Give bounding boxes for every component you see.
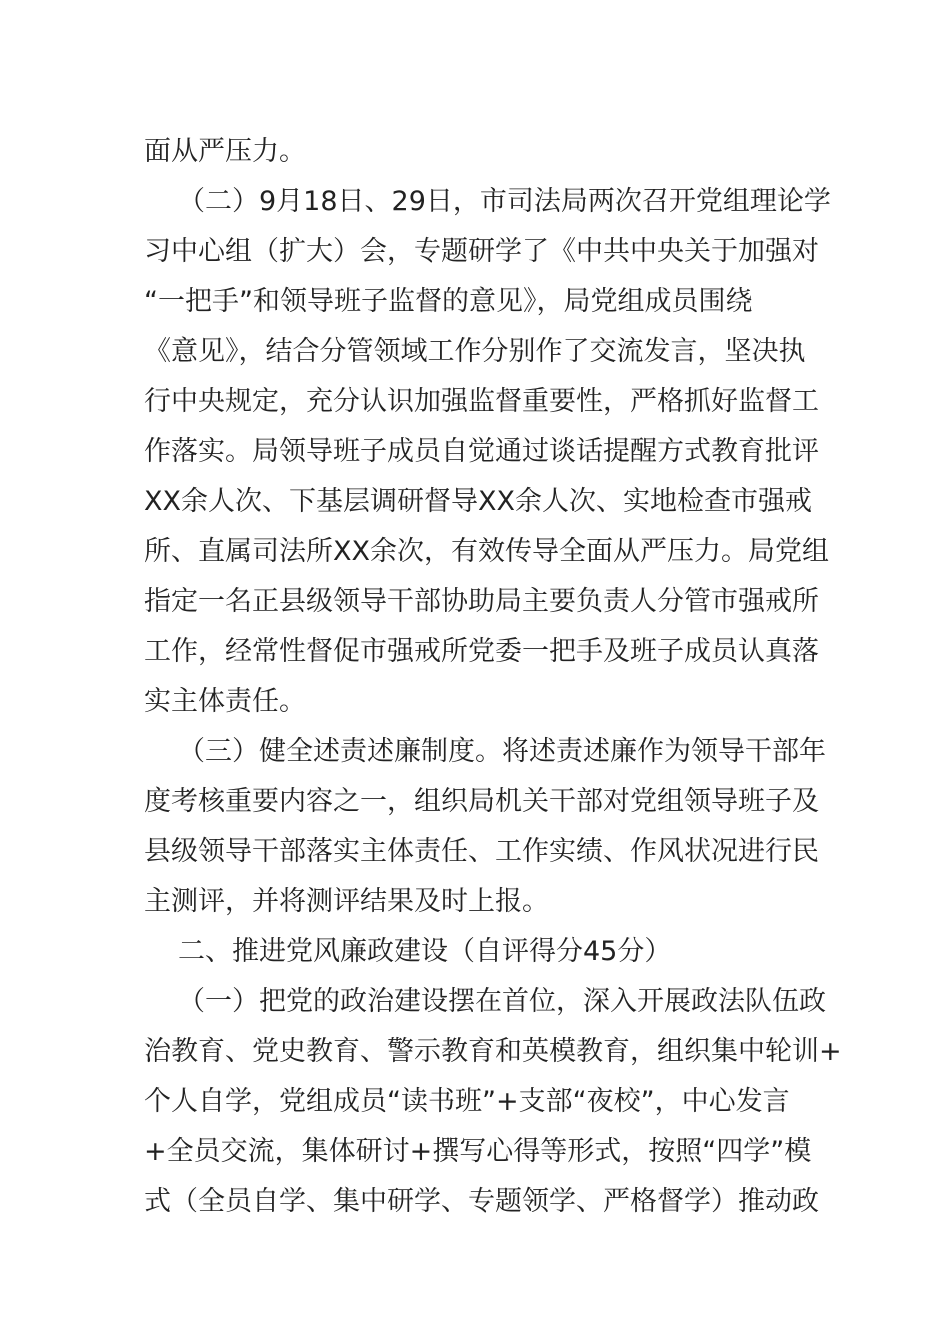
text-line: 面从严压力。	[144, 136, 306, 167]
text-line: 个人自学，党组成员“读书班”+支部“夜校”，中心发言	[144, 1086, 790, 1117]
text-line: 《意见》，结合分管领域工作分别作了交流发言，坚决执	[144, 336, 806, 367]
text-line: 所、直属司法所XX余次，有效传导全面从严压力。局党组	[144, 536, 829, 567]
text-line: 主测评，并将测评结果及时上报。	[144, 886, 549, 917]
text-line: （二）9月18日、29日，市司法局两次召开党组理论学	[178, 186, 831, 217]
text-line: （三）健全述责述廉制度。将述责述廉作为领导干部年	[178, 736, 826, 767]
text-line: 工作，经常性督促市强戒所党委一把手及班子成员认真落	[144, 636, 819, 667]
text-line: 作落实。局领导班子成员自觉通过谈话提醒方式教育批评	[144, 436, 819, 467]
text-line: +全员交流，集体研讨+撰写心得等形式，按照“四学”模	[144, 1136, 812, 1167]
text-line: “一把手”和领导班子监督的意见》，局党组成员围绕	[144, 286, 753, 317]
text-line: 行中央规定，充分认识加强监督重要性，严格抓好监督工	[144, 386, 819, 417]
text-line: 式（全员自学、集中研学、专题领学、严格督学）推动政	[144, 1186, 819, 1217]
text-line: 县级领导干部落实主体责任、工作实绩、作风状况进行民	[144, 836, 819, 867]
text-line: 度考核重要内容之一，组织局机关干部对党组领导班子及	[144, 786, 819, 817]
text-line: 指定一名正县级领导干部协助局主要负责人分管市强戒所	[144, 586, 819, 617]
text-line: 治教育、党史教育、警示教育和英模教育，组织集中轮训+	[144, 1036, 842, 1067]
text-line: XX余人次、下基层调研督导XX余人次、实地检查市强戒	[144, 486, 812, 517]
text-line: 实主体责任。	[144, 686, 306, 717]
text-line: 习中心组（扩大）会，专题研学了《中共中央关于加强对	[144, 236, 819, 267]
text-line: （一）把党的政治建设摆在首位，深入开展政法队伍政	[178, 986, 826, 1017]
section-heading: 二、推进党风廉政建设（自评得分45分）	[178, 936, 672, 967]
